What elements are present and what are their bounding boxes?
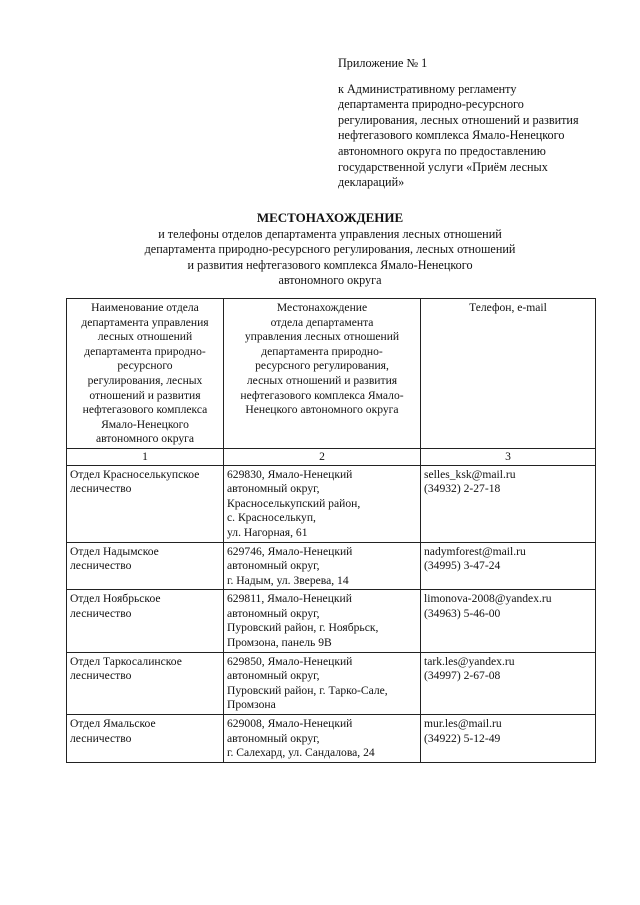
column-number: 2 [224, 448, 421, 465]
cell-text-line: лесничество [70, 559, 132, 573]
cell-text-line: (34922) 5-12-49 [424, 731, 501, 745]
table-row [67, 715, 596, 763]
column-number: 3 [421, 448, 596, 465]
contacts-cell [421, 715, 596, 763]
document-title: МЕСТОНАХОЖДЕНИЕ [256, 210, 404, 225]
table-row [67, 465, 596, 542]
cell-text-line: автономного округа [95, 432, 195, 446]
appendix-number: Приложение № 1 [338, 56, 428, 70]
table-header-row [67, 299, 596, 449]
cell-text-line: Отдел Красноселькупское [70, 467, 200, 481]
cell-text-line: Промзона [227, 698, 276, 712]
cell-text-line: 629008, Ямало-Ненецкий [227, 717, 353, 731]
contacts-cell [421, 465, 596, 542]
cell-text-line: автономный округ, [227, 559, 320, 573]
heading-line: и телефоны отделов департамента управления лесных отношений [158, 226, 502, 241]
cell-text-line: автономный округ, [227, 731, 320, 745]
heading-line: автономного округа [278, 273, 382, 288]
cell-text-line: г. Надым, ул. Зверева, 14 [227, 573, 349, 587]
cell-text-line: отдела департамента [270, 315, 374, 329]
cell-text-line: Ненецкого автономного округа [245, 403, 399, 417]
appendix-line: регулирования, лесных отношений и развития [338, 112, 579, 127]
table-row [67, 652, 596, 714]
cell-text-line: Отдел Надымское [70, 544, 159, 558]
column-number-row [67, 448, 596, 465]
cell-text-line: управления лесных отношений [244, 330, 400, 344]
cell-text-line: 629850, Ямало-Ненецкий [227, 654, 353, 668]
cell-text-line: Красноселькупский район, [227, 496, 361, 510]
cell-text-line: ул. Нагорная, 61 [227, 525, 308, 539]
cell-text-line: автономный округ, [227, 669, 320, 683]
cell-text-line: нефтегазового комплекса Ямало- [240, 388, 404, 402]
department-name-cell [67, 590, 224, 652]
heading-line: и развития нефтегазового комплекса Ямало-Ненецкого [187, 257, 473, 272]
cell-text-line: mur.les@mail.ru [424, 717, 502, 731]
cell-text-line: Отдел Таркосалинское [70, 654, 182, 668]
cell-text-line: с. Красноселькуп, [227, 511, 316, 525]
cell-text-line: Отдел Ямальское [70, 717, 156, 731]
address-cell [224, 652, 421, 714]
cell-text-line: нефтегазового комплекса [82, 403, 208, 417]
cell-text-line: лесничество [70, 606, 132, 620]
address-cell [224, 715, 421, 763]
department-name-cell [67, 542, 224, 590]
appendix-line: государственной услуги «Приём лесных [338, 159, 548, 174]
cell-text-line: Местонахождение [276, 301, 368, 314]
cell-text-line: 629811, Ямало-Ненецкий [227, 592, 352, 606]
heading-line: департамента природно-ресурсного регулирования, лесных отношений [144, 242, 516, 257]
cell-text-line: автономный округ, [227, 482, 320, 496]
column-number: 1 [67, 448, 224, 465]
department-name-cell [67, 465, 224, 542]
appendix-line: нефтегазового комплекса Ямало-Ненецкого [338, 128, 565, 143]
cell-text-line: Телефон, e-mail [469, 301, 547, 314]
cell-text-line: лесных отношений [97, 330, 193, 344]
cell-text-line: (34997) 2-67-08 [424, 669, 501, 683]
cell-text-line: отношений и развития [89, 388, 201, 402]
cell-text-line: департамента природно- [84, 344, 206, 358]
appendix-line: деклараций» [338, 175, 405, 190]
cell-text-line: (34995) 3-47-24 [424, 559, 501, 573]
cell-text-line: Наименование отдела [91, 301, 199, 314]
cell-text-line: 629830, Ямало-Ненецкий [227, 467, 353, 481]
address-cell [224, 542, 421, 590]
department-name-cell [67, 652, 224, 714]
departments-table [66, 298, 596, 763]
cell-text-line: департамента природно- [261, 344, 383, 358]
cell-text-line: Отдел Ноябрьское [70, 592, 161, 606]
cell-text-line: автономный округ, [227, 606, 320, 620]
department-name-cell [67, 715, 224, 763]
cell-text-line: лесных отношений и развития [246, 373, 398, 387]
cell-text-line: ресурсного регулирования, [255, 359, 389, 373]
address-cell [224, 590, 421, 652]
cell-text-line: nadymforest@mail.ru [424, 544, 526, 558]
cell-text-line: департамента управления [81, 315, 209, 329]
cell-text-line: limonova-2008@yandex.ru [424, 592, 552, 606]
cell-text-line: Пуровский район, г. Тарко-Сале, [227, 683, 388, 697]
header-department-name [67, 299, 224, 449]
header-phone-email [421, 299, 596, 449]
cell-text-line: ресурсного [117, 359, 173, 373]
table-row [67, 542, 596, 590]
header-location [224, 299, 421, 449]
cell-text-line: (34932) 2-27-18 [424, 482, 501, 496]
document-heading [60, 210, 600, 289]
contacts-cell [421, 652, 596, 714]
cell-text-line: регулирования, лесных [87, 373, 203, 387]
contacts-cell [421, 590, 596, 652]
cell-text-line: г. Салехард, ул. Сандалова, 24 [227, 746, 375, 760]
cell-text-line: tark.les@yandex.ru [424, 654, 515, 668]
appendix-block [338, 56, 608, 191]
cell-text-line: лесничество [70, 669, 132, 683]
contacts-cell [421, 542, 596, 590]
cell-text-line: Ямало-Ненецкого [101, 417, 189, 431]
cell-text-line: Промзона, панель 9В [227, 636, 332, 650]
table-row [67, 590, 596, 652]
cell-text-line: лесничество [70, 731, 132, 745]
cell-text-line: (34963) 5-46-00 [424, 606, 501, 620]
appendix-line: департамента природно-ресурсного [338, 97, 524, 112]
appendix-line: автономного округа по предоставлению [338, 143, 546, 158]
cell-text-line: 629746, Ямало-Ненецкий [227, 544, 353, 558]
cell-text-line: лесничество [70, 482, 132, 496]
address-cell [224, 465, 421, 542]
cell-text-line: selles_ksk@mail.ru [424, 467, 516, 481]
cell-text-line: Пуровский район, г. Ноябрьск, [227, 621, 379, 635]
appendix-line: к Административному регламенту [338, 81, 517, 96]
